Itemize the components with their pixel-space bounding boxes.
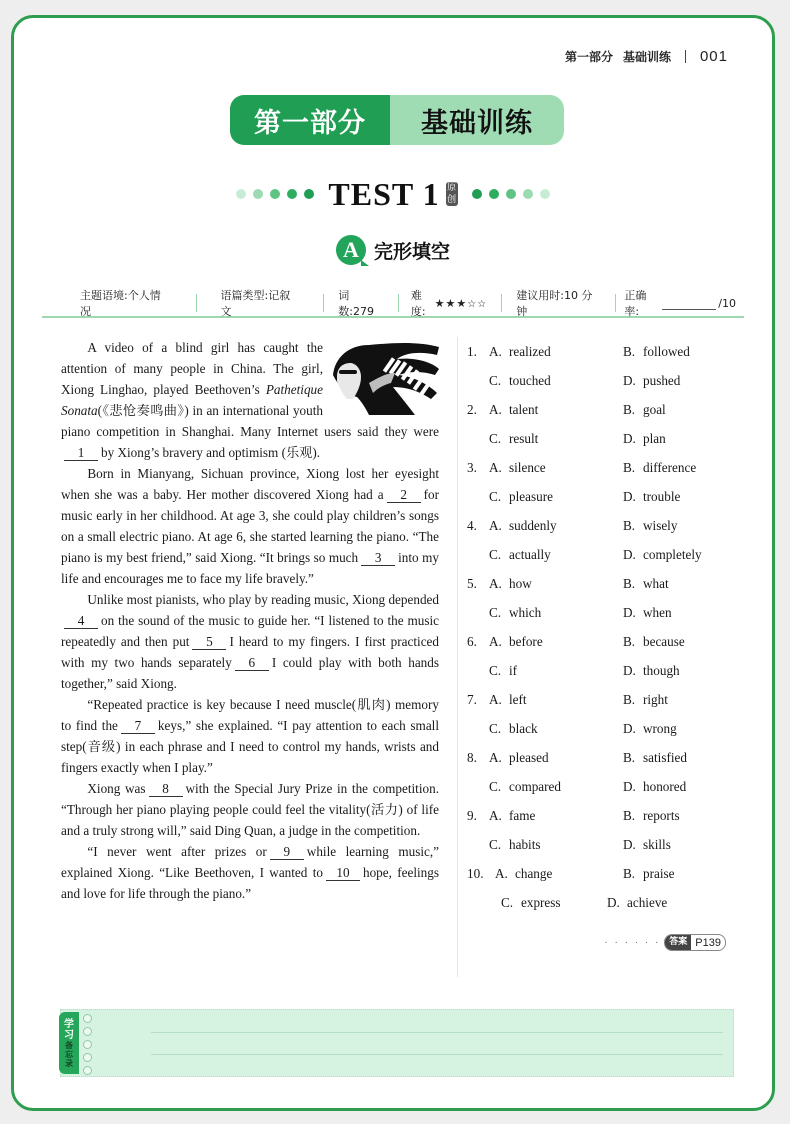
paragraph-3: [61, 589, 439, 694]
blank-4[interactable]: 4: [64, 614, 98, 629]
running-head: [565, 48, 728, 65]
info-bar: [42, 290, 744, 318]
answer-tag: [664, 934, 726, 951]
running-head-divider: [685, 50, 686, 63]
notes-tab-char: 备: [65, 1040, 73, 1050]
option-text: black: [509, 720, 538, 736]
option-b[interactable]: [623, 402, 666, 418]
option-d[interactable]: [623, 605, 672, 621]
passage-text: I heard to my fingers. I first practiced with my two hands separately: [61, 634, 439, 670]
option-b[interactable]: [623, 576, 669, 592]
ring-icon: [83, 1014, 92, 1023]
option-text: how: [509, 575, 532, 591]
option-letter: A.: [489, 343, 502, 359]
option-text: achieve: [627, 894, 668, 910]
option-letter: A.: [489, 517, 502, 533]
accuracy: [616, 289, 744, 318]
option-d[interactable]: [623, 373, 680, 389]
option-b[interactable]: [623, 808, 680, 824]
option-a[interactable]: [489, 750, 623, 766]
question-row: [467, 540, 747, 569]
blank-2[interactable]: 2: [387, 488, 421, 503]
option-letter: A.: [489, 749, 502, 765]
option-letter: A.: [495, 865, 508, 881]
option-text: right: [643, 691, 668, 707]
girl-piano-illustration: [329, 337, 441, 415]
star-filled-icon: ★: [434, 296, 446, 310]
answer-options: [467, 337, 747, 917]
option-letter: D.: [623, 604, 636, 620]
option-text: before: [509, 633, 543, 649]
word-count: 词数:279: [324, 294, 399, 312]
option-letter: C.: [489, 662, 502, 678]
option-letter: C.: [489, 488, 502, 504]
test-title: TEST 1: [328, 175, 440, 212]
question-row: [467, 453, 747, 482]
answer-label: 答案: [665, 935, 691, 950]
question-row: [467, 801, 747, 830]
section-heading: [14, 232, 772, 268]
option-letter: D.: [623, 778, 636, 794]
note-line: [151, 1032, 723, 1033]
question-row: [467, 714, 747, 743]
section-title: 完形填空: [373, 240, 450, 263]
option-c[interactable]: [467, 431, 601, 447]
option-text: compared: [509, 778, 561, 794]
running-head-part: 第一部分: [564, 50, 613, 64]
difficulty-label: 难度:: [410, 289, 426, 318]
blank-7[interactable]: 7: [121, 719, 155, 734]
blank-10[interactable]: 10: [326, 866, 360, 881]
question-row: [467, 627, 747, 656]
option-letter: A.: [489, 633, 502, 649]
passage-text: “Repeated practice is key because I need muscle(肌肉) memory to find the: [61, 697, 439, 733]
blank-6[interactable]: 6: [235, 656, 269, 671]
option-a[interactable]: [489, 344, 623, 360]
option-b[interactable]: [623, 518, 677, 534]
original-badge-char: 原: [447, 183, 457, 193]
question-row: [467, 685, 747, 714]
option-letter: B.: [623, 343, 636, 359]
option-letter: D.: [623, 720, 636, 736]
question-row: [467, 482, 747, 511]
option-a[interactable]: [489, 576, 623, 592]
difficulty: [399, 289, 502, 318]
option-letter: A.: [489, 459, 502, 475]
option-text: followed: [643, 343, 690, 359]
option-letter: B.: [623, 633, 636, 649]
notes-tab: [59, 1012, 79, 1074]
blank-1[interactable]: 1: [64, 446, 98, 461]
option-a[interactable]: [489, 518, 623, 534]
option-letter: B.: [623, 459, 636, 475]
option-letter: C.: [489, 778, 502, 794]
notes-tab-char: 忘: [65, 1049, 73, 1059]
passage-text: A video of a blind girl has caught the attention of many people in China. The girl, Xiong Linghao, played Beethoven’s: [61, 340, 323, 397]
notes-tab-char: 学: [64, 1018, 74, 1030]
option-letter: B.: [623, 517, 636, 533]
question-number: 8.: [467, 749, 477, 765]
right-dots-decoration: [472, 189, 550, 199]
question-row: [467, 598, 747, 627]
paragraph-4: [61, 694, 439, 778]
option-letter: D.: [623, 836, 636, 852]
option-letter: B.: [623, 749, 636, 765]
option-letter: B.: [623, 807, 636, 823]
option-c[interactable]: [467, 779, 601, 795]
option-text: if: [509, 662, 518, 678]
passage-text: Born in Mianyang, Sichuan province, Xiong lost her eyesight when she was a baby. Her mother discovered Xiong had a: [61, 466, 439, 502]
option-b[interactable]: [623, 750, 687, 766]
passage-text: hope, feelings and love for life through the piano.”: [61, 865, 439, 901]
ring-icon: [83, 1027, 92, 1036]
option-text: skills: [643, 836, 671, 852]
option-letter: C.: [489, 836, 502, 852]
option-letter: C.: [489, 546, 502, 562]
option-a[interactable]: [489, 634, 623, 650]
ring-icon: [83, 1040, 92, 1049]
option-letter: C.: [489, 372, 502, 388]
dot: [523, 189, 533, 199]
option-b[interactable]: [623, 692, 668, 708]
option-text: suddenly: [509, 517, 557, 533]
option-letter: C.: [489, 604, 502, 620]
option-text: satisfied: [643, 749, 687, 765]
option-c[interactable]: [467, 547, 601, 563]
option-d[interactable]: [623, 663, 680, 679]
option-text: wrong: [643, 720, 677, 736]
option-letter: A.: [489, 401, 502, 417]
option-c[interactable]: [467, 373, 601, 389]
option-letter: B.: [623, 401, 636, 417]
question-number: 3.: [467, 459, 477, 475]
dot: [270, 189, 280, 199]
part-banner-part: 第一部分: [230, 95, 390, 145]
note-line: [151, 1054, 723, 1055]
question-row: [467, 424, 747, 453]
accuracy-label: 正确率:: [624, 289, 647, 318]
passage-text: Unlike most pianists, who play by reading music, Xiong depended: [87, 592, 439, 607]
option-b[interactable]: [623, 866, 675, 882]
option-b[interactable]: [623, 634, 685, 650]
option-c[interactable]: [467, 721, 601, 737]
question-number: 2.: [467, 401, 477, 417]
option-text: realized: [509, 343, 551, 359]
column-divider: [457, 337, 458, 977]
question-row: [467, 337, 747, 366]
dot: [236, 189, 246, 199]
option-text: express: [521, 894, 561, 910]
question-row: [467, 395, 747, 424]
test-title-row: [14, 174, 772, 214]
question-number: 1.: [467, 343, 477, 359]
option-text: pleasure: [509, 488, 553, 504]
original-badge: [446, 182, 458, 206]
question-number: 10.: [467, 865, 484, 881]
passage-text: for music early in her childhood. At age 3, she could play children’s songs on a small electric piano. At age 6, she started learning the piano. “The piano is my best friend,” said Xiong. “It brings so much: [61, 487, 439, 565]
leader-dots: · · · · · ·: [604, 937, 661, 948]
passage-text: Xiong was: [87, 781, 146, 796]
question-row: [467, 366, 747, 395]
paragraph-2: [61, 463, 439, 589]
difficulty-stars: [435, 297, 488, 310]
question-number: 6.: [467, 633, 477, 649]
option-text: actually: [509, 546, 551, 562]
notes-tab-char: 习: [64, 1029, 74, 1041]
option-text: when: [643, 604, 672, 620]
option-d[interactable]: [623, 547, 702, 563]
option-text: because: [643, 633, 685, 649]
option-letter: C.: [501, 894, 514, 910]
answer-page: P139: [695, 936, 721, 949]
option-a[interactable]: [489, 402, 623, 418]
part-banner-title: 基础训练: [390, 95, 564, 145]
option-text: wisely: [643, 517, 678, 533]
option-d[interactable]: [623, 489, 680, 505]
question-row: [467, 859, 747, 888]
original-badge-char: 创: [447, 195, 457, 205]
passage-text: “I never went after prizes or: [87, 844, 267, 859]
star-empty-icon: ☆: [467, 298, 478, 310]
question-row: [467, 772, 747, 801]
option-c[interactable]: [473, 895, 607, 911]
option-b[interactable]: [623, 344, 690, 360]
question-row: [467, 743, 747, 772]
workbook-page: [11, 15, 775, 1111]
star-filled-icon: ★: [445, 296, 457, 310]
option-c[interactable]: [467, 663, 601, 679]
dot: [489, 189, 499, 199]
option-text: plan: [643, 430, 666, 446]
star-filled-icon: ★: [456, 296, 468, 310]
option-letter: B.: [623, 691, 636, 707]
passage-text: on the sound of the music to guide her. “I listened to the music repeatedly and then put: [61, 613, 439, 649]
passage-text: by Xiong’s bravery and optimism (乐观).: [101, 445, 321, 460]
option-text: fame: [509, 807, 536, 823]
option-c[interactable]: [467, 605, 601, 621]
option-d[interactable]: [623, 431, 666, 447]
question-row: [467, 511, 747, 540]
option-letter: A.: [489, 691, 502, 707]
option-letter: D.: [623, 372, 636, 388]
option-c[interactable]: [467, 489, 601, 505]
option-letter: D.: [623, 546, 636, 562]
suggested-time: 建议用时:10 分钟: [502, 294, 616, 312]
option-text: what: [643, 575, 669, 591]
passage-text: while learning music,” explained Xiong. “Like Beethoven, I wanted to: [61, 844, 439, 880]
option-letter: D.: [607, 894, 620, 910]
option-text: difference: [643, 459, 697, 475]
option-text: goal: [643, 401, 666, 417]
question-number: 7.: [467, 691, 477, 707]
dot: [540, 189, 550, 199]
binder-rings: [83, 1014, 92, 1075]
option-d[interactable]: [623, 721, 677, 737]
question-number: 9.: [467, 807, 477, 823]
accuracy-blank[interactable]: [662, 297, 716, 310]
section-letter-badge: A: [336, 235, 366, 265]
option-text: honored: [643, 778, 687, 794]
option-letter: D.: [623, 430, 636, 446]
blank-8[interactable]: 8: [149, 782, 183, 797]
star-empty-icon: ☆: [477, 298, 488, 310]
option-text: though: [643, 662, 680, 678]
option-letter: D.: [623, 662, 636, 678]
passage-text: I could play with both hands together,” said Xiong.: [61, 655, 439, 691]
ring-icon: [83, 1066, 92, 1075]
option-a[interactable]: [489, 460, 623, 476]
option-text: pleased: [509, 749, 549, 765]
paragraph-5: [61, 778, 439, 841]
option-text: change: [515, 865, 553, 881]
option-letter: B.: [623, 575, 636, 591]
blank-9[interactable]: 9: [270, 845, 304, 860]
option-text: reports: [643, 807, 680, 823]
option-text: habits: [509, 836, 541, 852]
dot: [304, 189, 314, 199]
blank-3[interactable]: 3: [361, 551, 395, 566]
dot: [472, 189, 482, 199]
piece-title: Pathetique Sonata: [61, 382, 323, 418]
option-text: praise: [643, 865, 675, 881]
question-number: 4.: [467, 517, 477, 533]
option-a[interactable]: [489, 808, 623, 824]
dot: [287, 189, 297, 199]
question-row: [467, 830, 747, 859]
option-letter: A.: [489, 807, 502, 823]
option-letter: C.: [489, 430, 502, 446]
option-a[interactable]: [495, 866, 623, 882]
answer-reference[interactable]: [604, 934, 726, 951]
option-d[interactable]: [607, 895, 667, 911]
option-b[interactable]: [623, 460, 696, 476]
notes-tab-char: 录: [65, 1058, 73, 1068]
passage-text: (《悲怆奏鸣曲》) in an international youth piano competition in Shanghai. Many Internet users said they were: [61, 403, 439, 439]
accuracy-total: /10: [718, 296, 736, 310]
option-text: which: [509, 604, 542, 620]
option-letter: C.: [489, 720, 502, 736]
study-notes-area[interactable]: [60, 1009, 734, 1077]
passage-text: keys,” she explained. “I pay attention to each small step(音级) in each phrase and I need to control my hands, wrists and fingers exactly when I play.”: [61, 718, 439, 775]
option-d[interactable]: [623, 779, 686, 795]
option-text: completely: [643, 546, 702, 562]
question-row: [467, 888, 747, 917]
theme-context: 主题语境:个人情况: [42, 294, 197, 312]
option-letter: B.: [623, 865, 636, 881]
option-text: trouble: [643, 488, 681, 504]
option-text: talent: [509, 401, 539, 417]
page-number: 001: [699, 48, 728, 65]
option-text: touched: [509, 372, 551, 388]
question-row: [467, 569, 747, 598]
dot: [506, 189, 516, 199]
passage-text: into my life and encourages me to face my life bravely.”: [61, 550, 439, 586]
question-number: 5.: [467, 575, 477, 591]
dot: [253, 189, 263, 199]
option-c[interactable]: [467, 837, 601, 853]
part-banner: [230, 95, 564, 145]
reading-passage: [61, 337, 439, 904]
option-a[interactable]: [489, 692, 623, 708]
option-d[interactable]: [623, 837, 671, 853]
question-row: [467, 656, 747, 685]
option-text: pushed: [643, 372, 681, 388]
option-text: result: [509, 430, 539, 446]
option-letter: A.: [489, 575, 502, 591]
paragraph-6: [61, 841, 439, 904]
passage-text: with the Special Jury Prize in the competition. “Through her piano playing people could feel the vitality(活力) of life and a truly strong will,” said Ding Quan, a judge in the competition.: [61, 781, 439, 838]
ring-icon: [83, 1053, 92, 1062]
blank-5[interactable]: 5: [192, 635, 226, 650]
option-text: left: [509, 691, 527, 707]
left-dots-decoration: [236, 189, 314, 199]
text-genre: 语篇类型:记叙文: [197, 294, 325, 312]
option-text: silence: [509, 459, 546, 475]
option-letter: D.: [623, 488, 636, 504]
running-head-section: 基础训练: [622, 50, 671, 64]
